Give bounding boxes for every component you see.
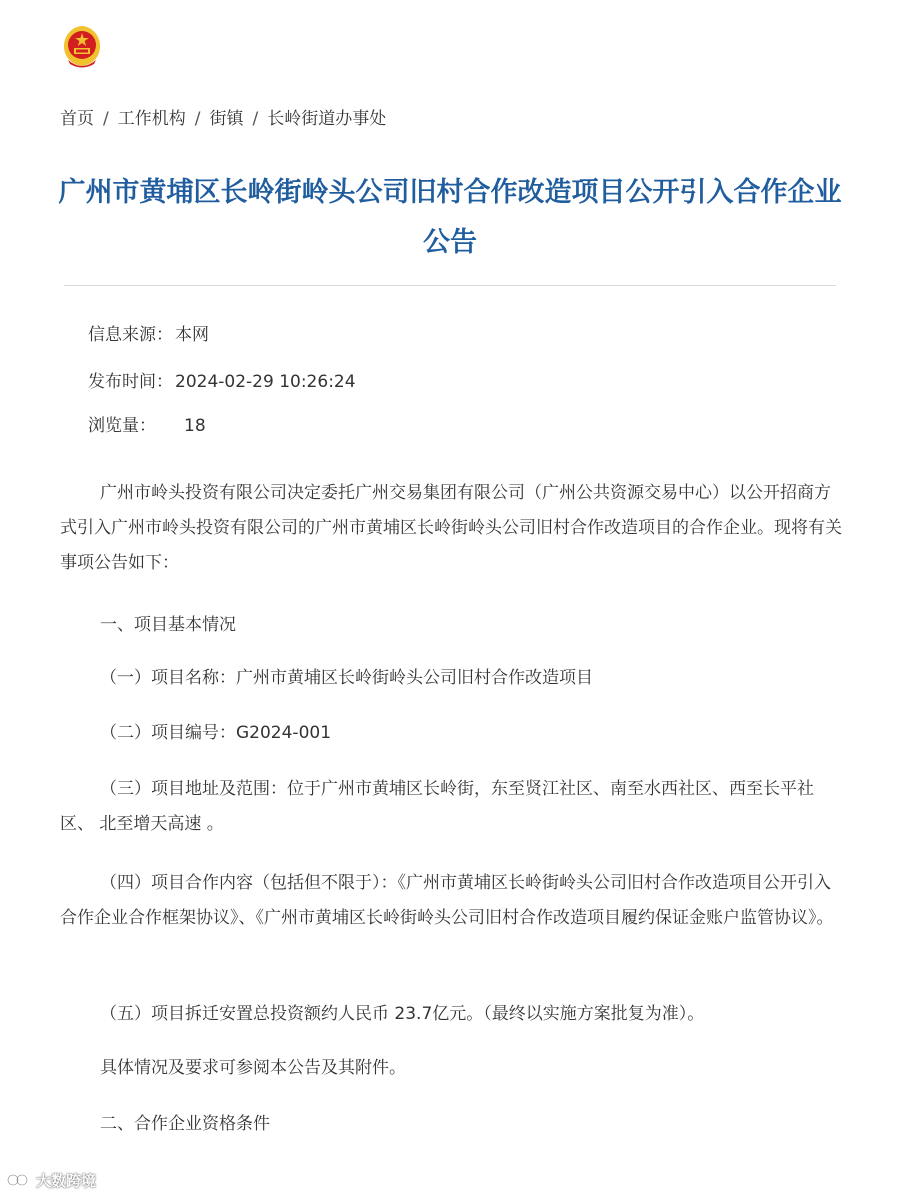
paragraph-cooperation-content: （四）项目合作内容（包括但不限于）：《广州市黄埔区长岭街岭头公司旧村合作改造项目公开引入合作企业合作框架协议》、《广州市黄埔区长岭街岭头公司旧村合作改造项目履约保证金账户监管协议》。	[60, 873, 834, 928]
meta-views-value: 18	[184, 416, 206, 436]
paragraph-details-note: 具体情况及要求可参阅本公告及其附件。	[100, 1058, 406, 1078]
paragraph-section-heading: 一、项目基本情况	[100, 615, 236, 635]
breadcrumb-separator: /	[252, 109, 259, 129]
title-divider	[64, 285, 836, 286]
meta-source	[88, 320, 209, 345]
paragraph-intro: 广州市岭头投资有限公司决定委托广州交易集团有限公司（广州公共资源交易中心）以公开招商方式引入广州市岭头投资有限公司的广州市黄埔区长岭街岭头公司旧村合作改造项目的合作企业。现将有关事项公告如下：	[60, 483, 842, 573]
watermark	[6, 1168, 96, 1192]
paragraph-section-heading: 二、合作企业资格条件	[100, 1114, 270, 1134]
breadcrumb-changling-office[interactable]: 长岭街道办事处	[267, 109, 387, 129]
breadcrumb-streets-towns[interactable]: 街镇	[209, 109, 244, 129]
paragraph-project-name: （一）项目名称：广州市黄埔区长岭街岭头公司旧村合作改造项目	[100, 668, 593, 688]
meta-views-label: 浏览量：	[88, 416, 156, 436]
meta-time-label: 发布时间：	[88, 372, 173, 392]
paragraph-project-address: （三）项目地址及范围：位于广州市黄埔区长岭街，东至贤江社区、南至水西社区、西至长平社区、 北至增天高速 。	[60, 779, 814, 834]
meta-publish-time	[88, 367, 356, 392]
meta-source-value: 本网	[175, 325, 209, 345]
breadcrumb-work-agencies[interactable]: 工作机构	[117, 109, 186, 129]
breadcrumb-separator: /	[103, 109, 109, 129]
article-title: 广州市黄埔区长岭街岭头公司旧村合作改造项目公开引入合作企业公告	[58, 177, 842, 258]
meta-views	[88, 411, 206, 436]
breadcrumb-separator: /	[194, 109, 201, 129]
meta-time-value: 2024-02-29 10:26:24	[175, 372, 356, 392]
watermark-text: 大数跨境	[36, 1171, 97, 1190]
breadcrumb	[60, 104, 386, 129]
breadcrumb-home[interactable]: 首页	[60, 109, 94, 129]
watermark-logo-icon	[6, 1170, 32, 1190]
paragraph-investment: （五）项目拆迁安置总投资额约人民币 23.7亿元。（最终以实施方案批复为准）。	[100, 1004, 705, 1024]
meta-source-label: 信息来源：	[88, 325, 173, 345]
national-emblem-icon	[60, 24, 104, 72]
paragraph-project-number: （二）项目编号：G2024-001	[100, 723, 332, 743]
